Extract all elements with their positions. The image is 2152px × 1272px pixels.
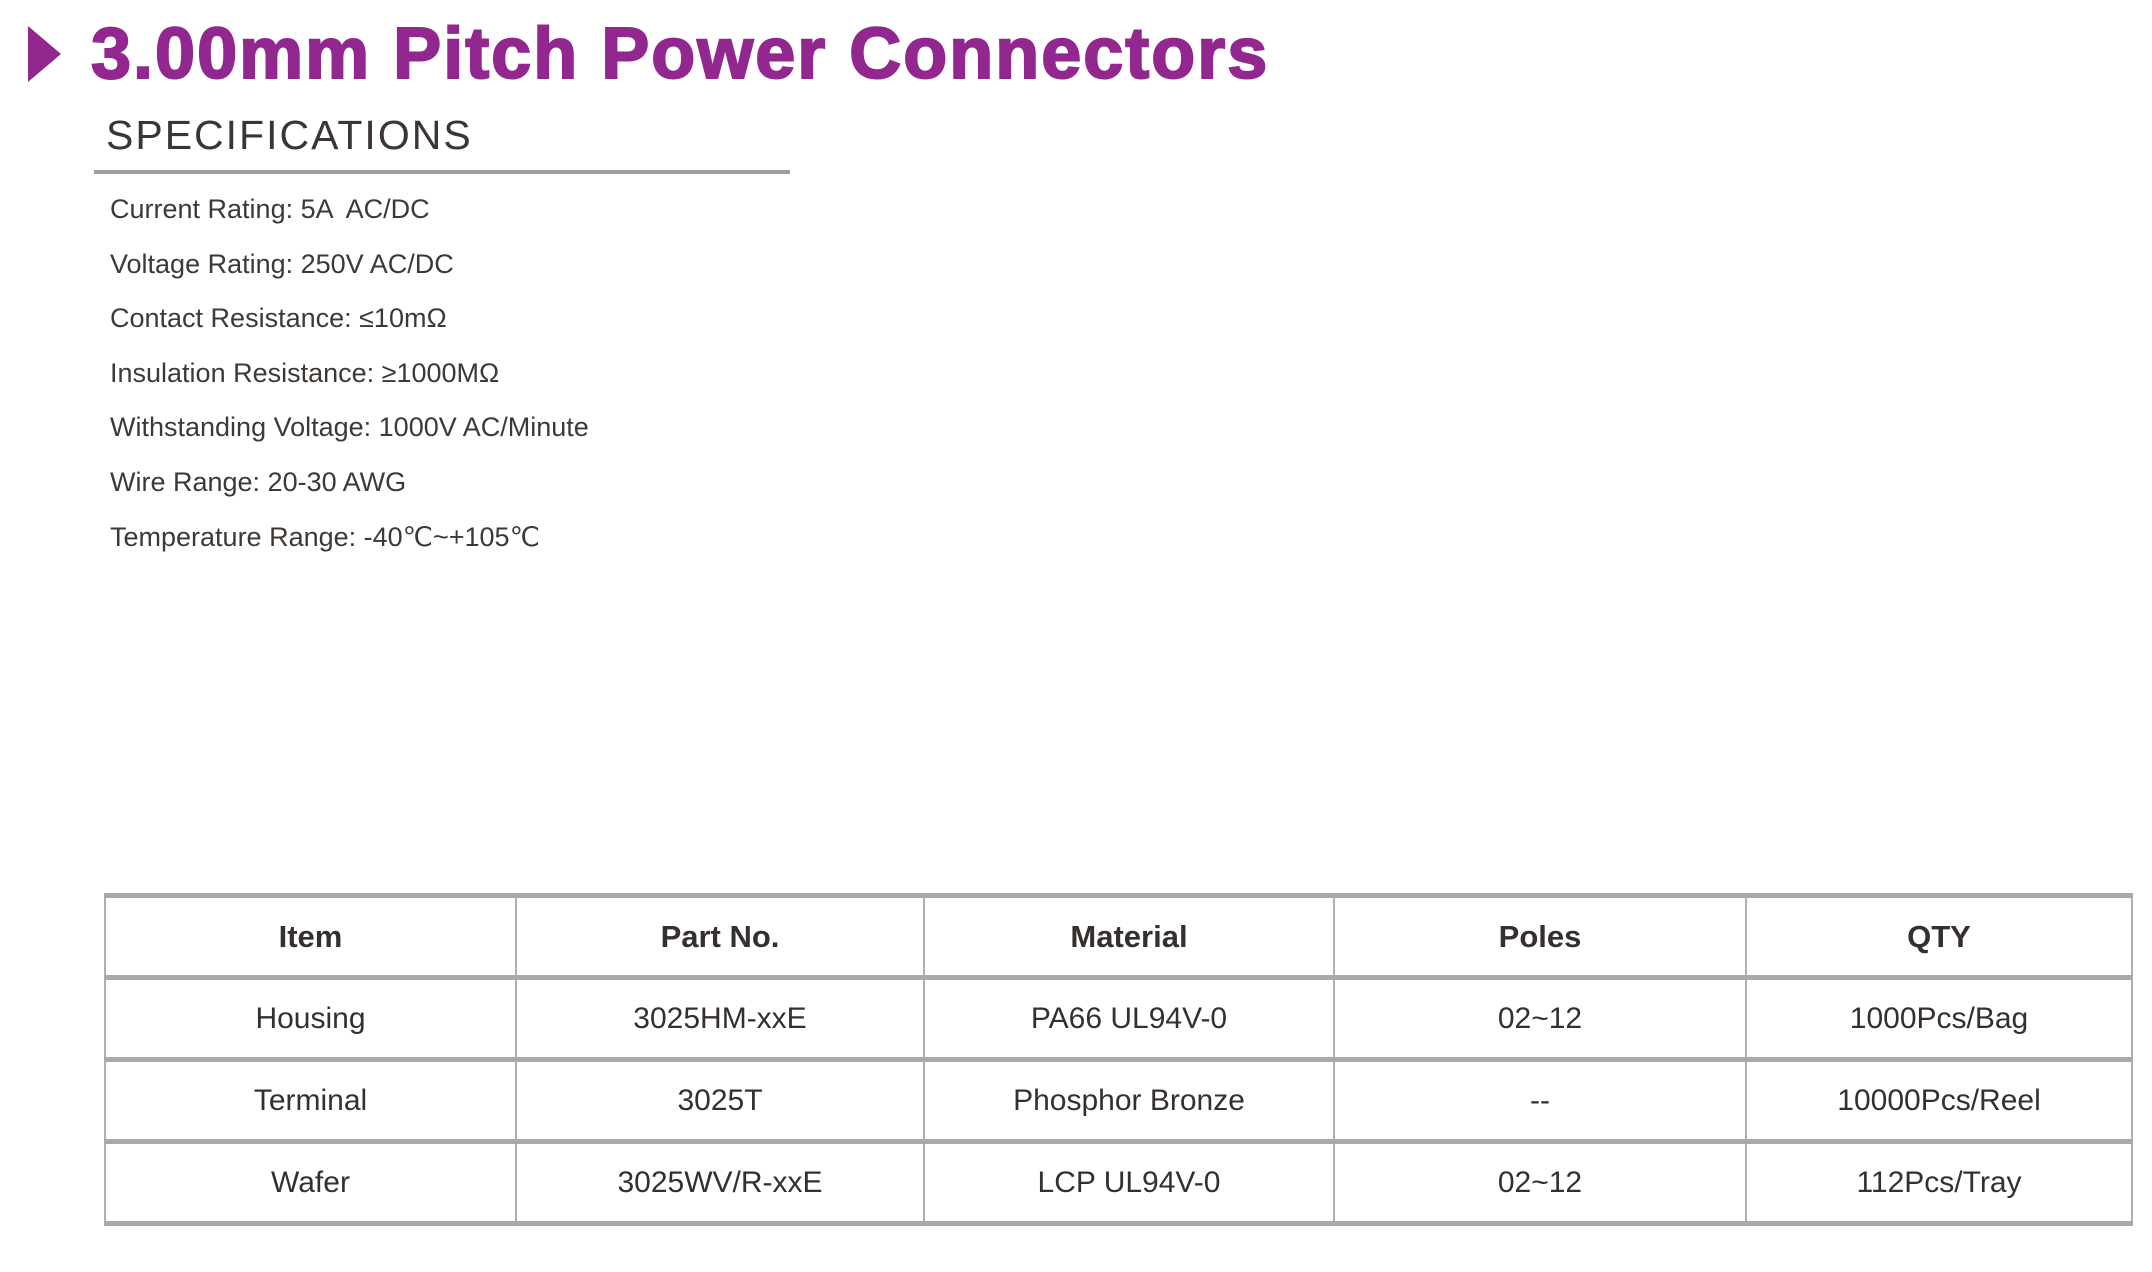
title-arrow-icon xyxy=(28,26,61,82)
spec-item-current-rating: Current Rating: 5A AC/DC xyxy=(110,194,430,224)
spec-item-contact-resistance: Contact Resistance: ≤10mΩ xyxy=(110,303,447,334)
spec-item-wire-range: Wire Range: 20-30 AWG xyxy=(110,466,407,497)
table-cell: Housing xyxy=(105,978,516,1060)
column-header-qty: QTY xyxy=(1746,896,2132,978)
table-cell: 3025T xyxy=(516,1060,924,1142)
table-cell: -- xyxy=(1334,1060,1746,1142)
table-row-housing xyxy=(105,978,2132,1060)
column-header-item: Item xyxy=(105,896,516,978)
column-header-part-no: Part No. xyxy=(516,896,924,978)
spec-item-withstanding-voltage: Withstanding Voltage: 1000V AC/Minute xyxy=(110,412,589,443)
column-header-material: Material xyxy=(924,896,1334,978)
table-cell: 112Pcs/Tray xyxy=(1746,1142,2132,1224)
page-title-row xyxy=(28,12,1269,96)
table-cell: 10000Pcs/Reel xyxy=(1746,1060,2132,1142)
table-row-wafer xyxy=(105,1142,2132,1224)
table-cell: Terminal xyxy=(105,1060,516,1142)
table-cell: LCP UL94V-0 xyxy=(924,1142,1334,1224)
parts-table xyxy=(104,893,2133,1226)
table-cell: Phosphor Bronze xyxy=(924,1060,1334,1142)
specification-list xyxy=(110,182,589,564)
table-cell: Wafer xyxy=(105,1142,516,1224)
table-row-terminal xyxy=(105,1060,2132,1142)
specifications-heading: SPECIFICATIONS xyxy=(106,112,473,158)
column-header-poles: Poles xyxy=(1334,896,1746,978)
table-cell: 3025HM-xxE xyxy=(516,978,924,1060)
spec-item-temperature-range: Temperature Range: -40℃~+105℃ xyxy=(110,521,540,552)
spec-item-voltage-rating: Voltage Rating: 250V AC/DC xyxy=(110,248,454,279)
page-title: 3.00mm Pitch Power Connectors xyxy=(91,14,1270,94)
specifications-underline xyxy=(94,170,790,174)
table-cell: 02~12 xyxy=(1334,1142,1746,1224)
table-cell: PA66 UL94V-0 xyxy=(924,978,1334,1060)
table-cell: 02~12 xyxy=(1334,978,1746,1060)
table-header-row xyxy=(105,896,2132,978)
spec-item-insulation-resistance: Insulation Resistance: ≥1000MΩ xyxy=(110,357,500,388)
table-cell: 3025WV/R-xxE xyxy=(516,1142,924,1224)
table-cell: 1000Pcs/Bag xyxy=(1746,978,2132,1060)
